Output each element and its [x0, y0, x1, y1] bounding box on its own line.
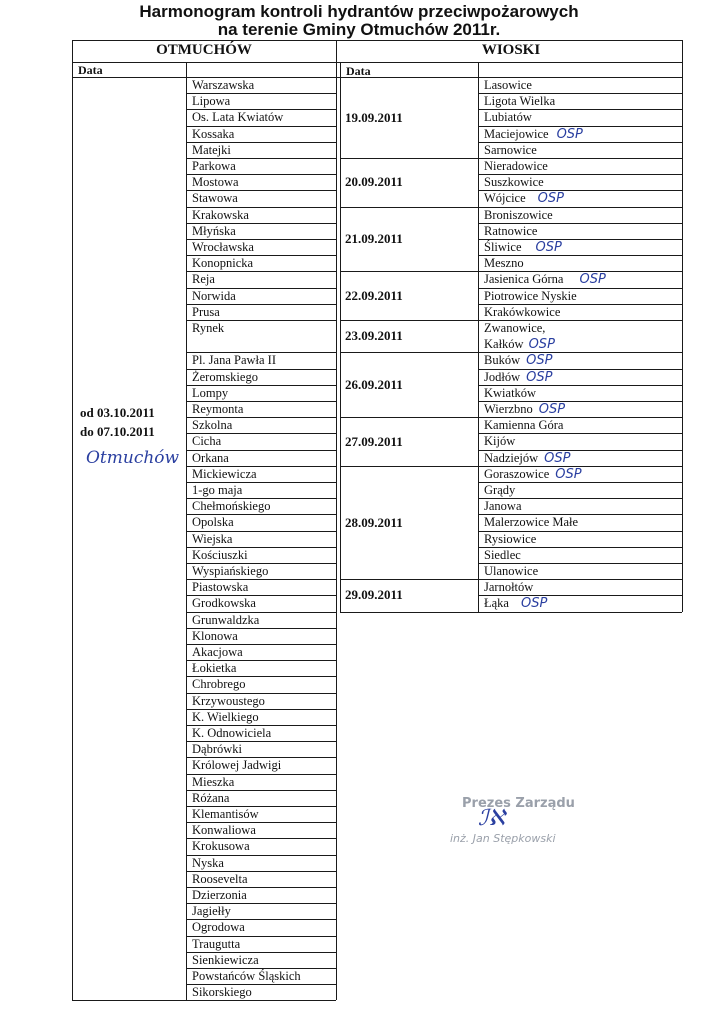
street-name: Wyspiańskiego: [192, 564, 269, 578]
street-name: Grunwaldzka: [192, 612, 260, 627]
street-name: Nyska: [192, 855, 224, 870]
street-name: Dąbrówki: [192, 742, 242, 757]
street-name: Grodkowska: [192, 596, 256, 611]
village-name: Malerzowice Małe: [484, 515, 579, 530]
village-date: 26.09.2011: [345, 376, 403, 392]
street-name: Cicha: [192, 434, 222, 449]
village-name: Nadziejów OSP: [484, 450, 571, 466]
street-right-border: [336, 62, 337, 1000]
director-signature-icon: ℐℵ: [478, 806, 505, 831]
osp-handwritten-mark: OSP: [526, 369, 553, 385]
period-to: do 07.10.2011: [80, 424, 155, 439]
street-name: Chrobrego: [192, 677, 246, 692]
village-name: Wierzbno OSP: [484, 402, 566, 417]
street-name: Ogrodowa: [192, 920, 245, 935]
village-name: Grądy: [484, 483, 516, 497]
street-name: Sienkiewicza: [192, 952, 259, 967]
street-name: Akacjowa: [192, 645, 243, 659]
street-name: Parkowa: [192, 159, 236, 173]
street-name: Wrocławska: [192, 240, 254, 254]
village-name: Łąka OSP: [484, 596, 548, 612]
stamp-name: inż. Jan Stępkowski: [450, 832, 556, 845]
street-name: Norwida: [192, 288, 236, 303]
village-name: Suszkowice: [484, 175, 544, 190]
village-name: Wójcice OSP: [484, 191, 564, 207]
street-name: 1-go maja: [192, 483, 243, 497]
village-date: 28.09.2011: [345, 514, 403, 530]
date-group-divider: [340, 271, 478, 272]
street-name: Reymonta: [192, 402, 244, 416]
date-group-divider: [340, 579, 478, 580]
village-name: Jarnołtów: [484, 580, 534, 595]
left-border: [72, 40, 73, 1000]
village-name: Ratnowice: [484, 223, 538, 238]
signature-otmuchow: Otmuchów: [86, 448, 180, 468]
village-name: Meszno: [484, 256, 524, 271]
village-name: Kwiatków: [484, 385, 537, 400]
left-bottom-border: [72, 1000, 336, 1001]
street-name: Powstańców Śląskich: [192, 969, 301, 983]
osp-handwritten-mark: OSP: [556, 126, 583, 142]
street-name: Konopnicka: [192, 256, 254, 271]
street-name: Łokietka: [192, 661, 237, 676]
street-name: Lompy: [192, 385, 229, 400]
village-date: 19.09.2011: [345, 109, 403, 125]
street-name: Sikorskiego: [192, 985, 252, 1000]
header-date-right: Data: [346, 64, 371, 78]
street-name: Dzierzonia: [192, 888, 247, 902]
street-name: K. Odnowiciela: [192, 726, 272, 740]
street-name: Opolska: [192, 515, 234, 530]
village-date: 22.09.2011: [345, 287, 403, 303]
date-group-divider: [340, 352, 478, 353]
village-name: Zwanowice,: [484, 321, 546, 335]
osp-handwritten-mark: OSP: [535, 240, 562, 255]
street-name: Stawowa: [192, 191, 238, 206]
village-name: Siedlec: [484, 547, 521, 562]
village-date: 27.09.2011: [345, 433, 403, 449]
street-name: Traugutta: [192, 936, 241, 951]
village-name: Goraszowice OSP: [484, 466, 582, 482]
date-group-divider: [340, 320, 478, 321]
village-name: Lubiatów: [484, 110, 532, 125]
street-name: Krokusowa: [192, 839, 250, 854]
street-name: Mostowa: [192, 175, 239, 190]
village-name: Janowa: [484, 499, 522, 514]
street-name: Kościuszki: [192, 547, 248, 562]
street-name: Orkana: [192, 450, 229, 465]
village-date: 21.09.2011: [345, 231, 403, 246]
street-name: Różana: [192, 790, 230, 805]
period-from: od 03.10.2011: [80, 405, 155, 420]
street-name: Klonowa: [192, 628, 238, 643]
osp-handwritten-mark: OSP: [538, 402, 566, 417]
date-group-divider: [340, 417, 478, 418]
village-date-left-border: [340, 62, 341, 612]
village-name: Kałków OSP: [484, 337, 555, 353]
street-name: Mickiewicza: [192, 466, 257, 481]
village-name: Kamienna Góra: [484, 418, 564, 433]
street-name: Piastowska: [192, 580, 249, 595]
date-group-divider: [340, 466, 478, 467]
osp-handwritten-mark: OSP: [528, 337, 555, 353]
village-date: 23.09.2011: [345, 328, 403, 344]
street-name: Roosevelta: [192, 871, 248, 886]
street-name: Rynek: [192, 321, 225, 335]
street-name: Warszawska: [192, 78, 255, 92]
village-date: 20.09.2011: [345, 174, 403, 190]
village-date: 29.09.2011: [345, 587, 403, 603]
village-name: Sarnowice: [484, 142, 537, 157]
village-name: Krakówkowice: [484, 304, 561, 319]
village-name: Nieradowice: [484, 159, 548, 173]
street-name: K. Wielkiego: [192, 709, 259, 724]
document-subtitle: na terenie Gminy Otmuchów 2011r.: [217, 20, 501, 39]
street-name: Wiejska: [192, 531, 233, 546]
village-name: Jasienica Górna OSP: [484, 272, 606, 288]
street-name: Matejki: [192, 142, 231, 157]
osp-handwritten-mark: OSP: [544, 450, 571, 466]
village-name: Śliwice OSP: [484, 240, 562, 255]
village-name: Broniszowice: [484, 207, 553, 222]
stamp-title: Prezes Zarządu: [462, 796, 575, 811]
street-name: Os. Lata Kwiatów: [192, 110, 284, 125]
street-name: Mieszka: [192, 774, 235, 789]
street-name: Konwaliowa: [192, 823, 256, 838]
subheader-divider: [72, 77, 682, 78]
street-name: Reja: [192, 272, 215, 287]
street-name: Jagiełły: [192, 904, 231, 919]
document-title: Harmonogram kontroli hydrantów przeciwpożarowych: [139, 2, 579, 21]
street-name: Klemantisów: [192, 807, 259, 821]
village-name: Jodłów OSP: [484, 369, 553, 385]
street-name: Krzywoustego: [192, 693, 265, 708]
street-name: Szkolna: [192, 418, 233, 433]
osp-handwritten-mark: OSP: [555, 466, 582, 482]
osp-handwritten-mark: OSP: [520, 596, 548, 612]
village-name: Ulanowice: [484, 564, 539, 578]
village-name: Lasowice: [484, 78, 532, 92]
village-name-left-border: [478, 62, 479, 612]
osp-handwritten-mark: OSP: [526, 353, 553, 369]
village-name: Maciejowice OSP: [484, 126, 583, 142]
header-otmuchow: OTMUCHÓW: [156, 42, 252, 58]
street-name: Młyńska: [192, 223, 236, 238]
header-wioski: WIOSKI: [481, 42, 541, 58]
osp-handwritten-mark: OSP: [537, 191, 564, 207]
date-group-divider: [340, 158, 478, 159]
right-border: [682, 40, 683, 612]
village-name: Buków OSP: [484, 353, 553, 369]
street-name: Kossaka: [192, 126, 235, 141]
village-name: Rysiowice: [484, 531, 537, 546]
street-name: Chełmońskiego: [192, 499, 271, 514]
middle-header-border: [336, 40, 337, 62]
street-name: Krakowska: [192, 207, 249, 222]
header-date-left: Data: [78, 63, 103, 77]
street-name: Pl. Jana Pawła II: [192, 353, 277, 368]
date-group-divider: [340, 207, 478, 208]
osp-handwritten-mark: OSP: [579, 272, 606, 288]
street-name: Lipowa: [192, 94, 231, 109]
header-divider: [72, 62, 682, 63]
street-name: Prusa: [192, 304, 220, 319]
village-name: Piotrowice Nyskie: [484, 288, 577, 303]
street-name: Żeromskiego: [192, 369, 258, 384]
street-name: Królowej Jadwigi: [192, 758, 282, 773]
village-name: Kijów: [484, 434, 516, 449]
village-name: Ligota Wielka: [484, 94, 556, 109]
